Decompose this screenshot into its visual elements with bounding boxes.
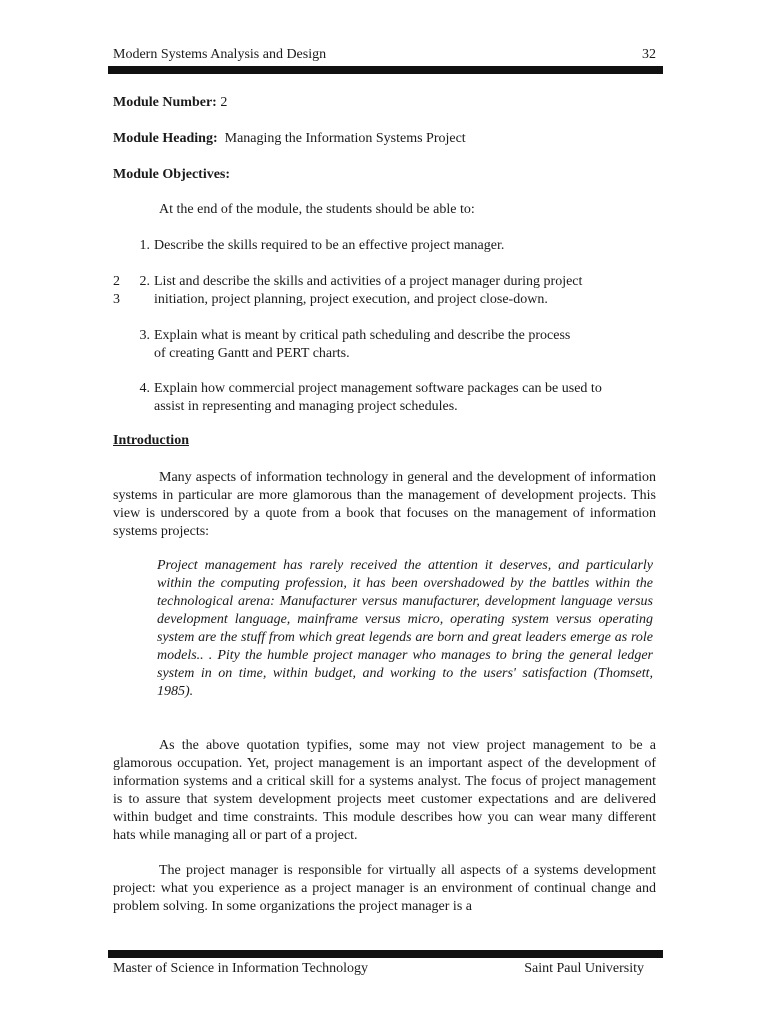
objectives-intro: At the end of the module, the students should be able to:	[159, 202, 475, 217]
module-number: Module Number: 2	[113, 95, 228, 110]
book-title: Modern Systems Analysis and Design	[113, 47, 327, 62]
paragraph: As the above quotation typifies, some may not view project management to be a glamorous occupation. Yet, project management is an important aspect of the development of information systems and a critical skill for a systems analyst. The focus of project management is to assure that system development projects meet customer expectations and are delivered within budget and time constraints. This module describes how you can wear many different hats while managing all or part of a project.	[113, 738, 656, 843]
footer-program: Master of Science in Information Technology	[113, 961, 368, 976]
header-rule	[108, 66, 663, 74]
paragraph: Many aspects of information technology in general and the development of information systems in particular are more glamorous than the management of development projects. This view is underscored by a quote from a book that focuses on the management of information systems projects:	[113, 470, 656, 539]
paragraph: The project manager is responsible for virtually all aspects of a systems development project: what you experience as a project manager is an environment of continual change and problem solving. In some organizations the project manager is a	[113, 863, 656, 914]
margin-mark: 3	[113, 292, 120, 307]
margin-mark: 2	[113, 274, 120, 289]
page-header	[113, 47, 656, 63]
footer-rule	[108, 950, 663, 958]
page-footer	[113, 961, 644, 977]
block-quote: Project management has rarely received the attention it deserves, and particularly within the computing profession, it has been overshadowed by the battles within the technological arena: Manufacturer versus manufacturer, development language versus development language, mainframe versus micro, operating system versus operating system are the stuff from which great legends are born and great leaders emerge as role models.. . Pity the humble project manager who manages to bring the general ledger system in on time, within budget, and working to the users' satisfaction (Thomsett, 1985).	[157, 558, 653, 699]
section-title: Introduction	[113, 433, 189, 448]
module-heading: Module Heading: Managing the Information Systems Project	[113, 131, 466, 146]
page-number: 32	[642, 47, 656, 62]
footer-university: Saint Paul University	[524, 961, 644, 976]
module-objectives-label: Module Objectives:	[113, 167, 231, 182]
